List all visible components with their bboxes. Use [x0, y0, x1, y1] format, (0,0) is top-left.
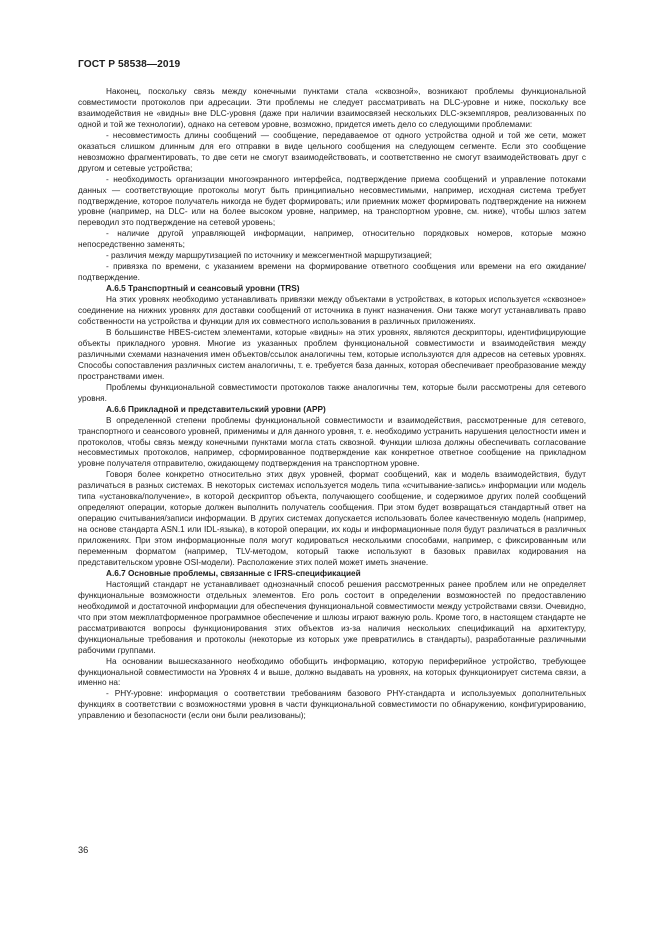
page-number: 36 [78, 845, 89, 855]
document-header: ГОСТ Р 58538—2019 [78, 59, 181, 70]
section-heading: А.6.6 Прикладной и представительский уровни (APP) [106, 404, 326, 414]
list-item: - привязка по времени, с указанием времени на формирование ответного сообщения или времени на его ожидание/подтверждение. [78, 262, 586, 283]
paragraph: Наконец, поскольку связь между конечными пунктами стала «сквозной», возникают проблемы функциональной совместимости протоколов при адресации. Эти проблемы не следует рассматривать на DLC-уровне и ниже, поскольку все взаимодействия не «видны» вне DLC-уровня (даже при наличии взаимосвязей нескольких DLC-экземпляров, реализованных по одной и той же технологии), однако на сетевом уровне, возможно, придется иметь дело со следующими проблемами: [78, 87, 586, 129]
section-heading: А.6.5 Транспортный и сеансовый уровни (TRS) [106, 284, 300, 294]
paragraph: В определенной степени проблемы функциональной совместимости и взаимодействия, рассмотренные для сетевого, транспортного и сеансового уровней, применимы и для данного уровня, т. е. необходимо устранить нарушения целостности имен и протоколов, чтобы связь между конечными пунктами могла стать сквозной. Функции шлюза должны обеспечивать согласование несовместимых протоколов, например, сформированное подтверждение как конкретное ответное сообщение на прикладном уровне получателя отправителю, ожидающему подтверждения на транспортном уровне. [78, 415, 586, 469]
paragraph: Настоящий стандарт не устанавливает однозначный способ решения рассмотренных ранее проблем или не определяет функциональные возможности отдельных элементов. Его роль состоит в определении возможностей по предоставлению необходимой и достаточной информации для обеспечения функциональной совместимости между устройствами связи. Очевидно, что при этом межплатформенное программное обеспечение и шлюзы играют важную роль. Кроме того, в настоящем стандарте не рассматриваются вопросы функционирования этих объектов из-за наличия нескольких спецификаций на архитектуру, функциональные требования и протоколы (некоторые из которых уже превратились в стандарты), разработанные различными рабочими группами. [78, 579, 586, 655]
document-body [78, 87, 586, 722]
list-item: - различия между маршрутизацией по источнику и межсегментной маршрутизацией; [106, 251, 432, 261]
list-item: - PHY-уровне: информация о соответствии требованиям базового PHY-стандарта и используемых дополнительных функциях в соответствии с возможностями уровня в части функциональной совместимости по обнаружению, конфигурированию, управлению и безопасности (если они были реализованы); [78, 689, 586, 721]
list-item: - необходимость организации многоэкранного интерфейса, подтверждение приема сообщений и управление потоками данных — соответствующие протоколы могут быть принципиально несовместимыми, например, исходная система требует подтверждение, которое получатель никогда не будет формировать; или приемник может формировать подтверждение на нижнем уровне (например, на DLC- или на более высоком уровне, например, на транспортном уровне, см. ниже), чтобы шлюз затем переводил это подтверждение на сетевой уровень; [78, 174, 586, 228]
list-item: - наличие другой управляющей информации, например, относительно порядковых номеров, которые можно непосредственно заменять; [78, 229, 586, 250]
list-item: - несовместимость длины сообщений — сообщение, передаваемое от одного устройства одной и той же сети, может оказаться слишком длинным для его отправки в виде цельного сообщения на следующем сегменте. Если это сообщение невозможно фрагментировать, то две сети не смогут взаимодействовать, и соответственно не смогут взаимодействовать друг с другом и сетевые устройства; [78, 130, 586, 173]
section-heading: А.6.7 Основные проблемы, связанные с IFRS-спецификацией [106, 568, 361, 578]
paragraph: На основании вышесказанного необходимо обобщить информацию, которую периферийное устройство, требующее функциональной совместимости на Уровнях 4 и выше, должно выдавать на уровнях, на которых функционирует система связи, а именно на: [78, 656, 586, 688]
paragraph: Говоря более конкретно относительно этих двух уровней, формат сообщений, как и модель взаимодействия, будут различаться в разных системах. В некоторых системах используется модель типа «считывание-запись» информации или модель типа «установка/получение», в которой дескриптор объекта, получающего сообщение, и содержимое других полей сообщений определяют операции, которые должен выполнить получатель сообщения. При этом будет возвращаться стандартный ответ на операцию считывания/записи информации. В других системах допускается использовать более качественную модель (например, на основе стандарта ASN.1 или IDL-языка), в которой операции, их коды и информационные поля будут различаться в различных приложениях. При этом информационные поля могут кодироваться несколькими способами, например, с фиксированным или переменным форматом (например, TLV-методом, который также используют в базовых правилах кодирования на представительском уровне OSI-модели). Расположение этих полей может иметь значение. [78, 470, 586, 567]
paragraph: На этих уровнях необходимо устанавливать привязки между объектами в устройствах, в которых используется «сквозное» соединение на нижних уровнях для доставки сообщений от источника в пункт назначения. Они также могут устанавливать право собственности на устройства и функции для их совместного использования в различных приложениях. [78, 295, 586, 327]
paragraph: В большинстве HBES-систем элементами, которые «видны» на этих уровнях, являются дескрипторы, идентифицирующие объекты прикладного уровня. Многие из указанных проблем функциональной совместимости и взаимодействия между различными схемами назначения имен объектов/ссылок аналогичны тем, которые используются для адресов на сетевых уровнях. Способы сопоставления различных систем аналогичны, т. е. требуется база данных, которая обеспечивает преобразование между пространствами имен. [78, 327, 586, 381]
paragraph: Проблемы функциональной совместимости протоколов также аналогичны тем, которые были рассмотрены для сетевого уровня. [78, 382, 586, 403]
